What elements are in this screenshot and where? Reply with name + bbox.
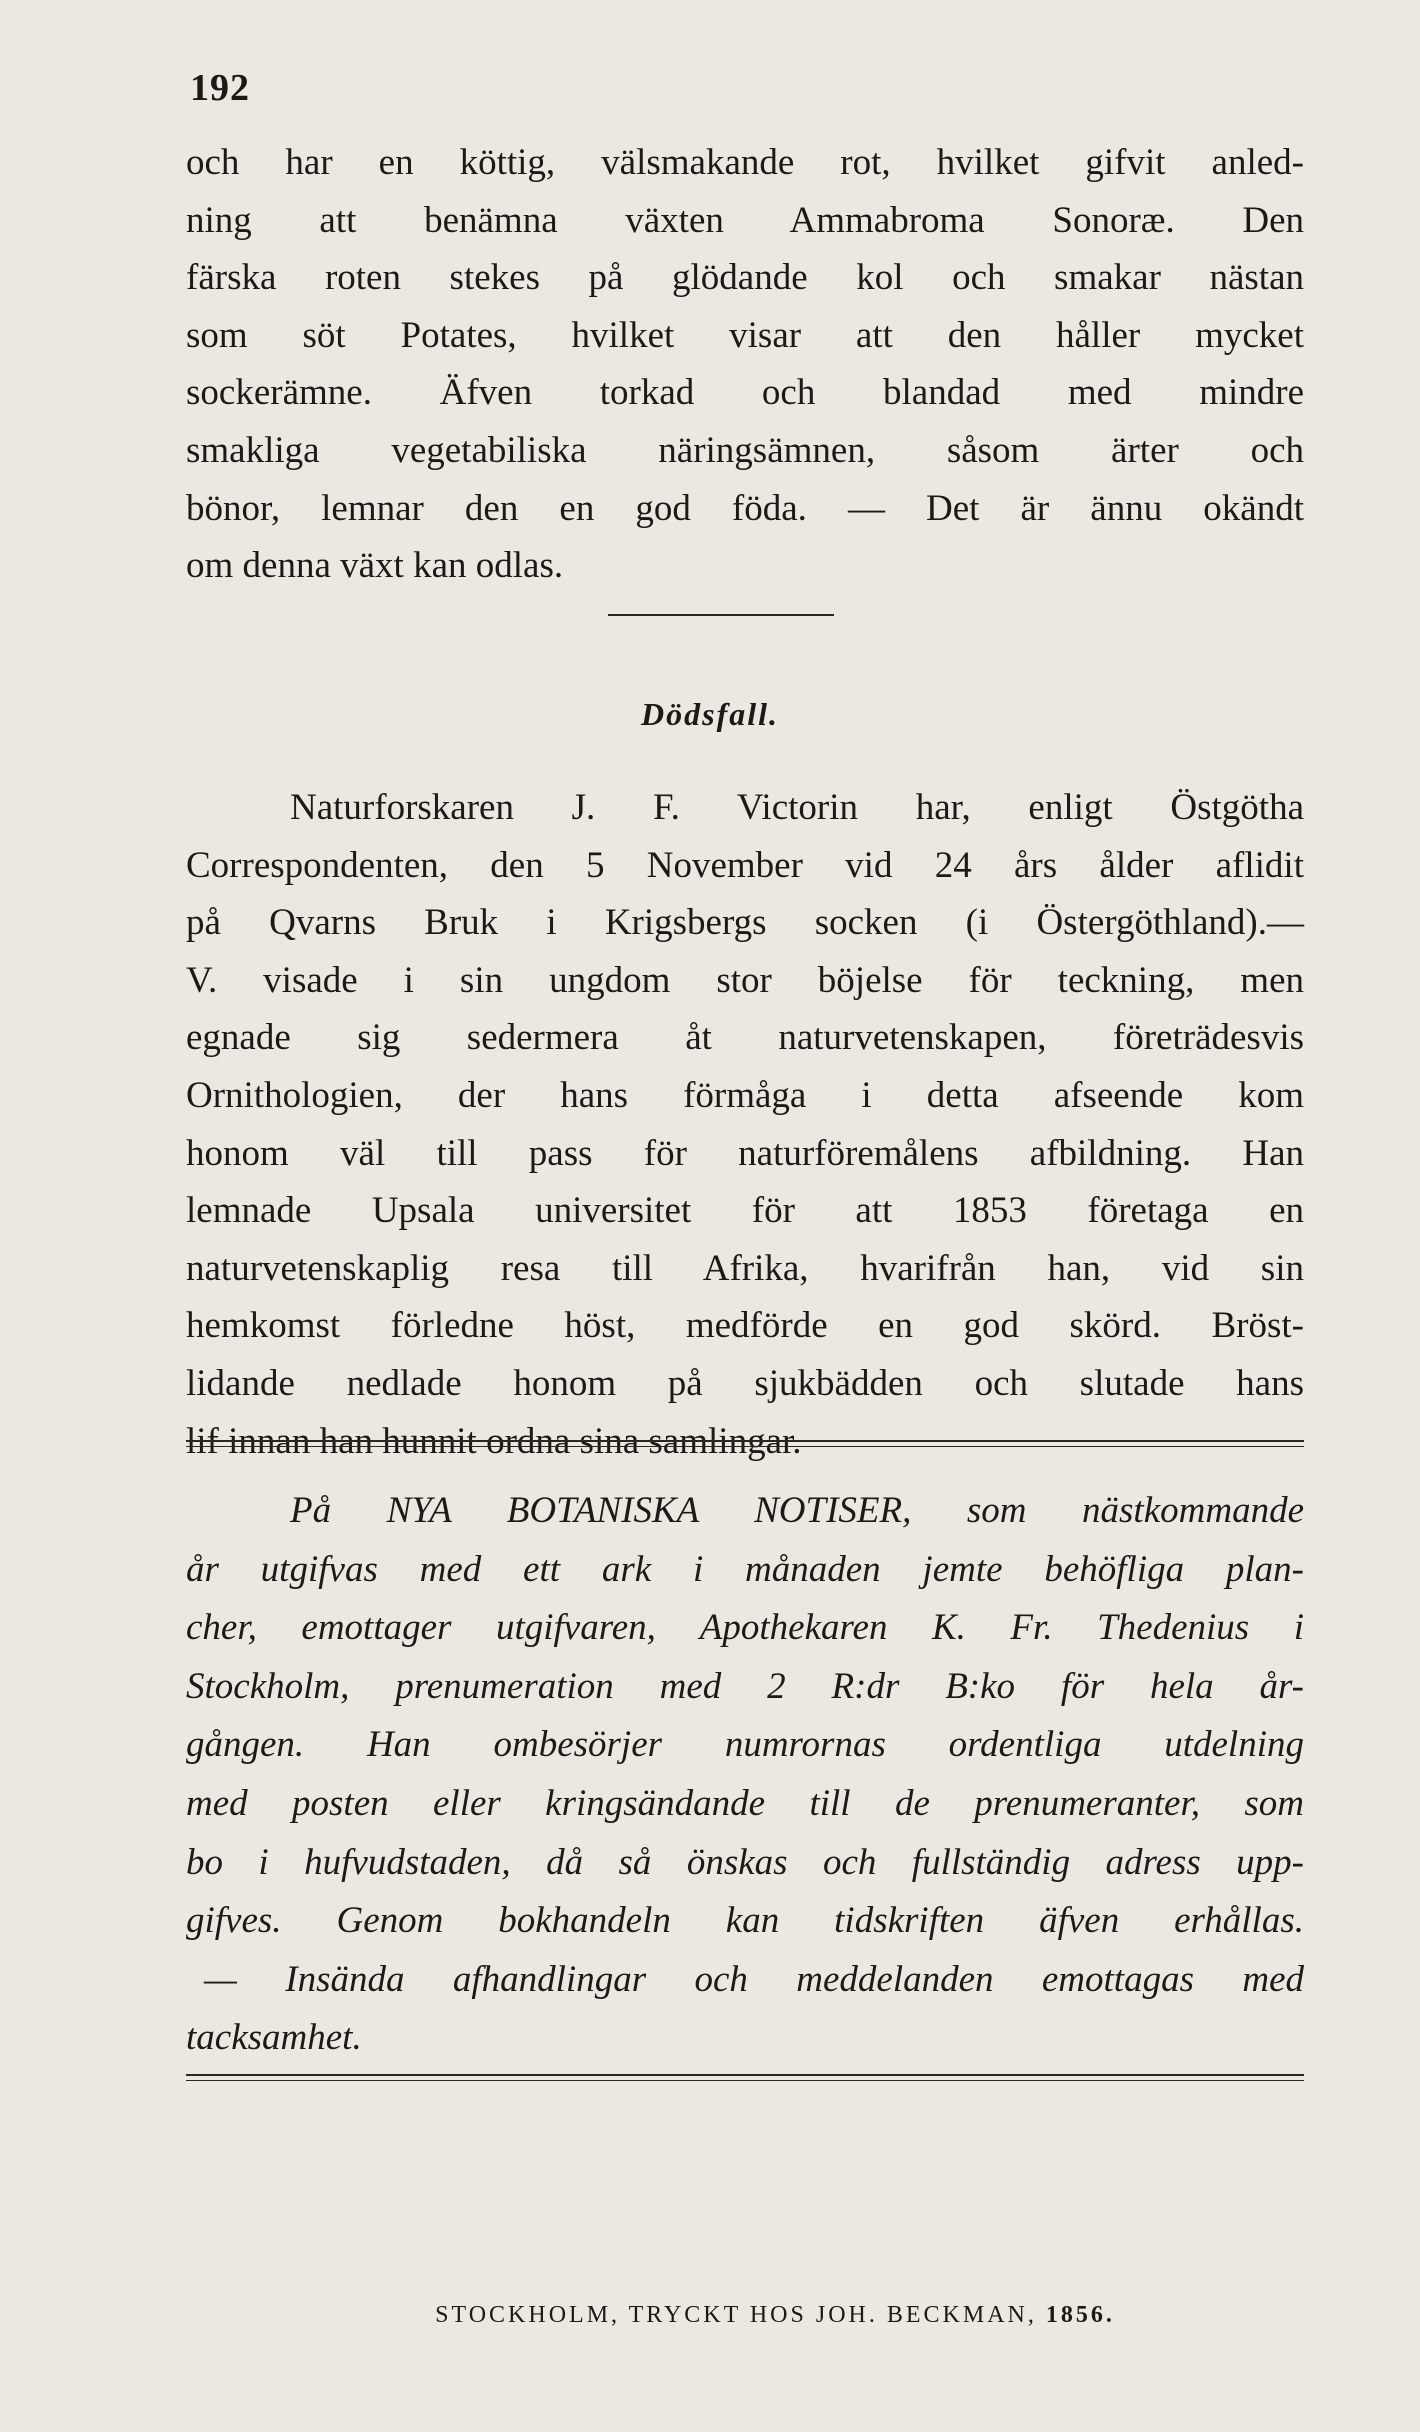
text-line: och har en köttig, välsmakande rot, hvilket gifvit anled-	[186, 142, 1304, 183]
text-line: bönor, lemnar den en god föda. — Det är ännu okändt	[186, 487, 1304, 529]
footer-rule	[186, 2074, 1304, 2076]
text-line: hemkomst förledne höst, medförde en god skörd. Bröst-	[186, 1305, 1304, 1347]
intro-paragraph	[186, 134, 1304, 595]
text-line: gifves. Genom bokhandeln kan tidskriften äfven erhållas.	[186, 1900, 1304, 1942]
printer-imprint	[0, 2302, 1420, 2329]
text-line: gången. Han ombesörjer numrornas ordentliga utdelning	[186, 1724, 1304, 1766]
text-line: lidande nedlade honom på sjukbädden och slutade hans	[186, 1362, 1304, 1404]
text-line: — Insända afhandlingar och meddelanden emottagas med	[204, 1958, 1304, 2000]
section-divider	[608, 614, 834, 616]
obituary-paragraph	[186, 779, 1304, 1470]
text-line: smakliga vegetabiliska näringsämnen, såsom ärter och	[186, 429, 1304, 471]
notice-top-rule-thin	[186, 1446, 1304, 1447]
text-line: Correspondenten, den 5 November vid 24 års ålder aflidit	[186, 844, 1304, 886]
text-line: färska roten stekes på glödande kol och smakar nästan	[186, 257, 1304, 299]
text-line: Stockholm, prenumeration med 2 R:dr B:ko för hela år-	[186, 1665, 1304, 1707]
text-line: med posten eller kringsändande till de prenumeranter, som	[186, 1782, 1304, 1824]
text-line: ning att benämna växten Ammabroma Sonoræ. Den	[186, 199, 1304, 241]
text-line: sockerämne. Äfven torkad och blandad med mindre	[186, 372, 1304, 414]
subscription-notice	[186, 1482, 1304, 2068]
page-number: 192	[190, 67, 250, 109]
notice-top-rule	[186, 1440, 1304, 1442]
text-line: om denna växt kan odlas.	[186, 545, 564, 587]
text-line: tacksamhet.	[186, 2017, 362, 2059]
text-line: på Qvarns Bruk i Krigsbergs socken (i Östergöthland).—	[186, 902, 1304, 944]
imprint-text: STOCKHOLM, TRYCKT HOS JOH. BECKMAN,	[435, 2302, 1037, 2328]
footer-rule-thin	[186, 2080, 1304, 2081]
text-line: Ornithologien, der hans förmåga i detta afseende kom	[186, 1074, 1304, 1116]
text-line: cher, emottager utgifvaren, Apothekaren K. Fr. Thedenius i	[186, 1607, 1304, 1649]
imprint-year: 1856.	[1045, 2302, 1115, 2328]
text-line: lif innan han hunnit ordna sina samlingar.	[186, 1420, 802, 1462]
text-line: år utgifvas med ett ark i månaden jemte behöfliga plan-	[186, 1548, 1304, 1590]
text-line: bo i hufvudstaden, då så önskas och fullständig adress upp-	[186, 1841, 1304, 1883]
text-line: som söt Potates, hvilket visar att den håller mycket	[186, 314, 1304, 356]
text-line: V. visade i sin ungdom stor böjelse för teckning, men	[186, 959, 1304, 1001]
text-line: naturvetenskaplig resa till Afrika, hvarifrån han, vid sin	[186, 1247, 1304, 1289]
text-line: På NYA BOTANISKA NOTISER, som nästkommande	[290, 1490, 1304, 1531]
obituary-heading: Dödsfall.	[641, 696, 779, 732]
text-line: honom väl till pass för naturföremålens afbildning. Han	[186, 1132, 1304, 1174]
text-line: egnade sig sedermera åt naturvetenskapen, företrädesvis	[186, 1017, 1304, 1059]
text-line: Naturforskaren J. F. Victorin har, enligt Östgötha	[290, 787, 1304, 828]
text-line: lemnade Upsala universitet för att 1853 företaga en	[186, 1190, 1304, 1232]
